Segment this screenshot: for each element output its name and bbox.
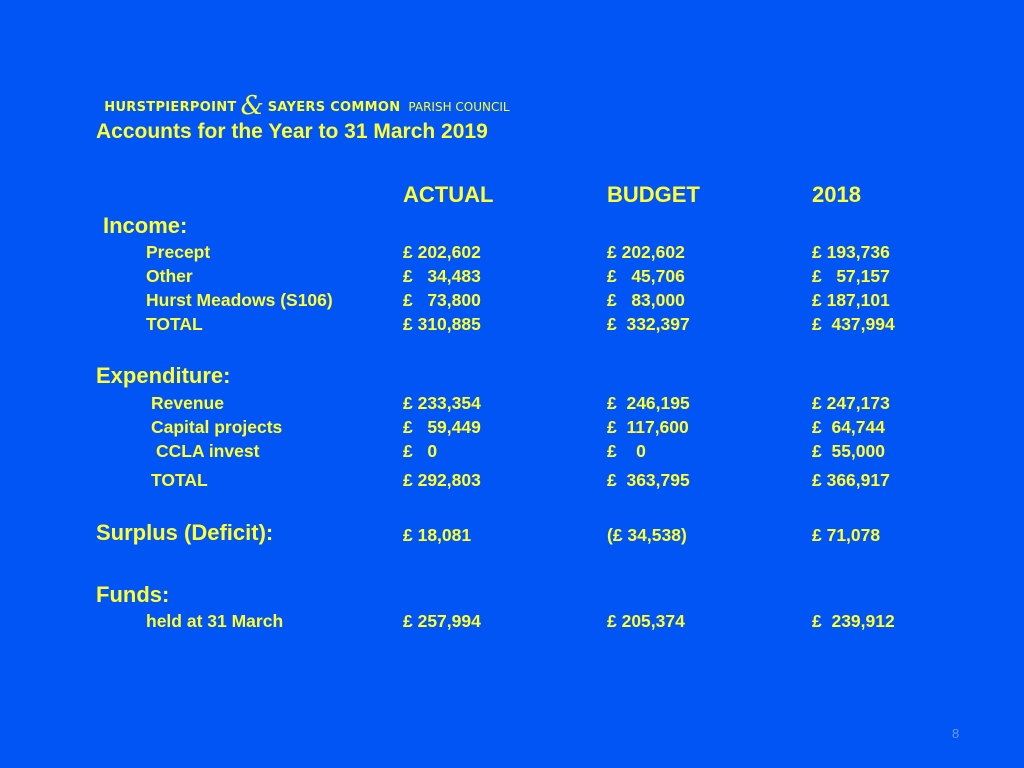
expenditure-heading: Expenditure: (96, 363, 231, 388)
page-number: 8 (952, 726, 960, 741)
expenditure-row-actual: £ 59,449 (403, 417, 481, 437)
expenditure-row-2018: £ 55,000 (812, 441, 885, 461)
ampersand-logo: & (240, 91, 264, 121)
surplus-actual: £ 18,081 (403, 525, 472, 545)
funds-actual: £ 257,994 (403, 611, 481, 631)
income-total-label: TOTAL (146, 314, 203, 334)
income-row-label: Precept (146, 242, 211, 262)
funds-budget: £ 205,374 (607, 611, 685, 631)
income-row-2018: £ 57,157 (812, 266, 890, 286)
funds-heading: Funds: (96, 582, 170, 607)
council-name-part3: PARISH COUNCIL (408, 100, 510, 114)
surplus-2018: £ 71,078 (812, 525, 881, 545)
income-row-label: Hurst Meadows (S106) (146, 290, 333, 310)
expenditure-row-2018: £ 247,173 (812, 393, 890, 413)
funds-2018: £ 239,912 (812, 611, 895, 631)
expenditure-total-budget: £ 363,795 (607, 470, 690, 490)
income-row-label: Other (146, 266, 193, 286)
expenditure-row-budget: £ 117,600 (607, 417, 689, 437)
expenditure-row-2018: £ 64,744 (812, 417, 885, 437)
expenditure-total-label: TOTAL (151, 470, 208, 490)
column-2018: 2018 (812, 182, 861, 207)
column-budget: BUDGET (607, 182, 700, 207)
income-row-actual: £ 73,800 (403, 290, 481, 310)
income-row-actual: £ 202,602 (403, 242, 481, 262)
council-header (96, 73, 510, 121)
income-row-budget: £ 83,000 (607, 290, 685, 310)
income-row-budget: £ 202,602 (607, 242, 685, 262)
council-name-part1: HURSTPIERPOINT (104, 100, 237, 115)
income-row-2018: £ 187,101 (812, 290, 890, 310)
expenditure-total-2018: £ 366,917 (812, 470, 890, 490)
expenditure-row-label: CCLA invest (156, 441, 260, 461)
income-total-2018: £ 437,994 (812, 314, 895, 334)
income-row-2018: £ 193,736 (812, 242, 890, 262)
expenditure-total-actual: £ 292,803 (403, 470, 481, 490)
expenditure-row-budget: £ 246,195 (607, 393, 690, 413)
expenditure-row-label: Capital projects (151, 417, 283, 437)
income-total-budget: £ 332,397 (607, 314, 690, 334)
expenditure-row-actual: £ 0 (403, 441, 438, 461)
council-name-part2: SAYERS COMMON (267, 100, 401, 115)
income-total-actual: £ 310,885 (403, 314, 481, 334)
funds-label: held at 31 March (146, 611, 284, 631)
expenditure-row-actual: £ 233,354 (403, 393, 481, 413)
column-actual: ACTUAL (403, 182, 494, 207)
expenditure-row-label: Revenue (151, 393, 224, 413)
expenditure-row-budget: £ 0 (607, 441, 646, 461)
income-row-budget: £ 45,706 (607, 266, 685, 286)
surplus-heading: Surplus (Deficit): (96, 520, 274, 545)
surplus-budget: (£ 34,538) (607, 525, 687, 545)
income-row-actual: £ 34,483 (403, 266, 481, 286)
income-heading: Income: (103, 213, 188, 238)
page-title: Accounts for the Year to 31 March 2019 (96, 120, 488, 143)
